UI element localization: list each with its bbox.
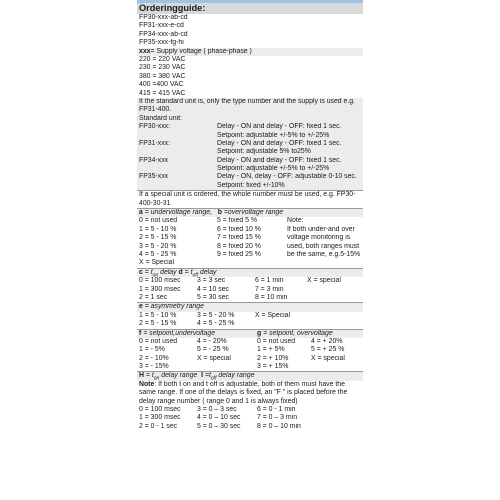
cd-item: 3 = 3 sec bbox=[197, 277, 226, 285]
hi-item: 8 = 0 – 10 min bbox=[257, 422, 301, 430]
ab-note-line: If both under-and over bbox=[287, 225, 355, 233]
fg-item: 1 = + 5% bbox=[257, 346, 285, 354]
fg-item: 5 = + 25 % bbox=[311, 346, 345, 354]
ab-item: 6 = fixed 10 % bbox=[217, 225, 261, 233]
standard-row bbox=[137, 123, 363, 131]
e-item: 3 = 5 - 20 % bbox=[197, 311, 235, 319]
ab-item: 3 = 5 - 20 % bbox=[139, 242, 177, 250]
cd-item: 6 = 1 min bbox=[255, 277, 284, 285]
cd-heading: $c = t_{on}$ delay $d = t_{off}$ delay bbox=[137, 268, 363, 277]
standard-note: It the standard unit is, only the type number and the supply is used e.g. FP31-400. bbox=[139, 97, 356, 114]
hi-item: 7 = 0 – 3 min bbox=[257, 414, 298, 422]
supply-item: 415 = 415 VAC bbox=[139, 89, 186, 97]
e-item: 4 = 5 - 25 % bbox=[197, 320, 235, 328]
cd-item: 4 = 10 sec bbox=[197, 285, 229, 293]
standard-setpoint: Setpoint: adjustable +/-5% to +/-25% bbox=[217, 165, 330, 173]
ab-note-line: used, both ranges must bbox=[287, 242, 360, 250]
supply-item: 380 = 380 VAC bbox=[139, 72, 186, 80]
page-title: Orderingguide: bbox=[137, 3, 363, 14]
hi-item: 1 = 300 msec bbox=[139, 414, 181, 422]
e-item: 2 = 5 - 15 % bbox=[139, 320, 177, 328]
special-note: If a special unit is ordered, the whole number must be used, e.g. FP30-400-30-31 bbox=[137, 190, 363, 208]
cd-item: 2 = 1 sec bbox=[139, 293, 168, 301]
fg-heading: f = setpoint,undervoltage g = setpoint, overvoltage bbox=[137, 329, 363, 338]
hi-item: 5 = 0 – 30 sec bbox=[197, 422, 241, 430]
ab-item: 1 = 5 - 10 % bbox=[139, 225, 177, 233]
standard-type: FP30-xxx: bbox=[139, 123, 171, 131]
e-table bbox=[137, 312, 363, 329]
standard-setpoint: Setpoint: adjustable 5% to25% bbox=[217, 148, 311, 156]
ab-item: 8 = fixed 20 % bbox=[217, 242, 261, 250]
ab-item: 0 = not used bbox=[139, 217, 178, 225]
fg-item: 0 = not used bbox=[139, 337, 178, 345]
hi-item: 4 = 0 – 10 sec bbox=[197, 414, 241, 422]
code-line: FP30-xxx-ab-cd bbox=[139, 14, 188, 21]
cd-item: 5 = 30 sec bbox=[197, 293, 229, 301]
e-item: X = Special bbox=[255, 311, 291, 319]
hi-item: 3 = 0 – 3 sec bbox=[197, 406, 237, 414]
standard-row bbox=[137, 157, 363, 165]
e-item: 1 = 5 - 10 % bbox=[139, 311, 177, 319]
standard-type: FP34-xxx bbox=[139, 156, 169, 164]
supply-item: 230 = 230 VAC bbox=[139, 64, 186, 72]
ab-col-1 bbox=[137, 217, 215, 259]
standard-setpoint: Setpoint: fixed +/-10% bbox=[217, 181, 285, 189]
standard-delay: Delay - ON and delay - OFF: fixed 1 sec. bbox=[217, 123, 342, 131]
ab-special: X = Special bbox=[139, 259, 175, 267]
fg-item: 3 = - 15% bbox=[139, 363, 169, 371]
ab-note-line: Note: bbox=[287, 217, 304, 225]
standard-row bbox=[137, 173, 363, 181]
cd-item: 8 = 10 min bbox=[255, 293, 288, 301]
fg-item: X = special bbox=[197, 354, 231, 362]
fg-item: 4 = - 20% bbox=[197, 337, 227, 345]
fg-item: 3 = + 15% bbox=[257, 363, 289, 371]
cd-item: 7 = 3 min bbox=[255, 285, 284, 293]
e-heading: e = asymmetry range bbox=[137, 302, 363, 311]
hi-item: 0 = 100 msec bbox=[139, 406, 181, 414]
fg-item: 5 = - 25 % bbox=[197, 346, 229, 354]
ab-item: 9 = fixed 25 % bbox=[217, 251, 261, 258]
cd-table bbox=[137, 277, 363, 302]
hi-heading: $H = t_{on}$ delay range $I =t_{off}$ delay range bbox=[137, 371, 363, 380]
fg-item: 1 = - 5% bbox=[139, 346, 165, 354]
ordering-guide-panel bbox=[137, 3, 363, 431]
standard-row bbox=[137, 140, 363, 148]
standard-delay: Delay - ON, delay - OFF: adjustable 0-10 sec. bbox=[217, 173, 357, 181]
code-line: FP31-xxx-e-cd bbox=[139, 22, 184, 30]
standard-section bbox=[137, 98, 363, 190]
fg-table bbox=[137, 338, 363, 372]
ab-heading: a = undervoltage range, b =overvoltage range bbox=[137, 208, 363, 217]
standard-delay: Delay - ON and delay - OFF: fixed 1 sec. bbox=[217, 139, 342, 147]
ab-item: 5 = fixed 5 % bbox=[217, 217, 258, 225]
supply-item: 400 =400 VAC bbox=[139, 81, 184, 89]
fg-item: 2 = - 10% bbox=[139, 354, 169, 362]
ab-note bbox=[285, 217, 363, 259]
hi-item: 2 = 0 - 1 sec bbox=[139, 422, 178, 430]
ab-item: 7 = fixed 15 % bbox=[217, 234, 261, 242]
standard-unit-label: Standard unit: bbox=[139, 114, 182, 122]
fg-item: X = special bbox=[311, 354, 345, 362]
hi-table bbox=[137, 406, 363, 431]
supply-item: 220 = 220 VAC bbox=[139, 55, 186, 63]
cd-item: X = special bbox=[307, 277, 341, 285]
supply-heading: xxx= Supply voltage ( phase-phase ) bbox=[137, 48, 363, 56]
ab-item: 4 = 5 - 25 % bbox=[139, 251, 177, 258]
standard-setpoint: Setpoint: adjustable +/-5% to +/-25% bbox=[217, 131, 330, 139]
hi-note: Note: If both t on and t off is adjustable, both of them must have the same range. If one of the delays is fixed, an "F " is placed before the delay range number ( range 0 and 1 is always fixed) bbox=[139, 380, 348, 405]
standard-type: FP31-xxx: bbox=[139, 139, 171, 147]
standard-type: FP35-xxx bbox=[139, 173, 169, 181]
standard-delay: Delay - ON and delay - OFF: fixed 1 sec. bbox=[217, 156, 342, 164]
ab-note-line: voltage monitoring is bbox=[287, 234, 351, 242]
hi-item: 6 = 0 - 1 min bbox=[257, 406, 296, 414]
ab-col-2 bbox=[215, 217, 285, 259]
code-line: FP34-xxx-ab-cd bbox=[139, 30, 188, 38]
cd-item: 0 = 100 msec bbox=[139, 277, 181, 285]
fg-item: 2 = + 10% bbox=[257, 354, 289, 362]
ab-note-line: be the same, e.g.5-15% bbox=[287, 251, 361, 258]
cd-item: 1 = 300 msec bbox=[139, 285, 181, 293]
code-line: FP35-xxx-fg-hi bbox=[139, 39, 184, 47]
ab-table bbox=[137, 217, 363, 259]
fg-item: 4 = + 20% bbox=[311, 337, 343, 345]
ab-item: 2 = 5 - 15 % bbox=[139, 234, 177, 242]
fg-item: 0 = not used bbox=[257, 337, 296, 345]
